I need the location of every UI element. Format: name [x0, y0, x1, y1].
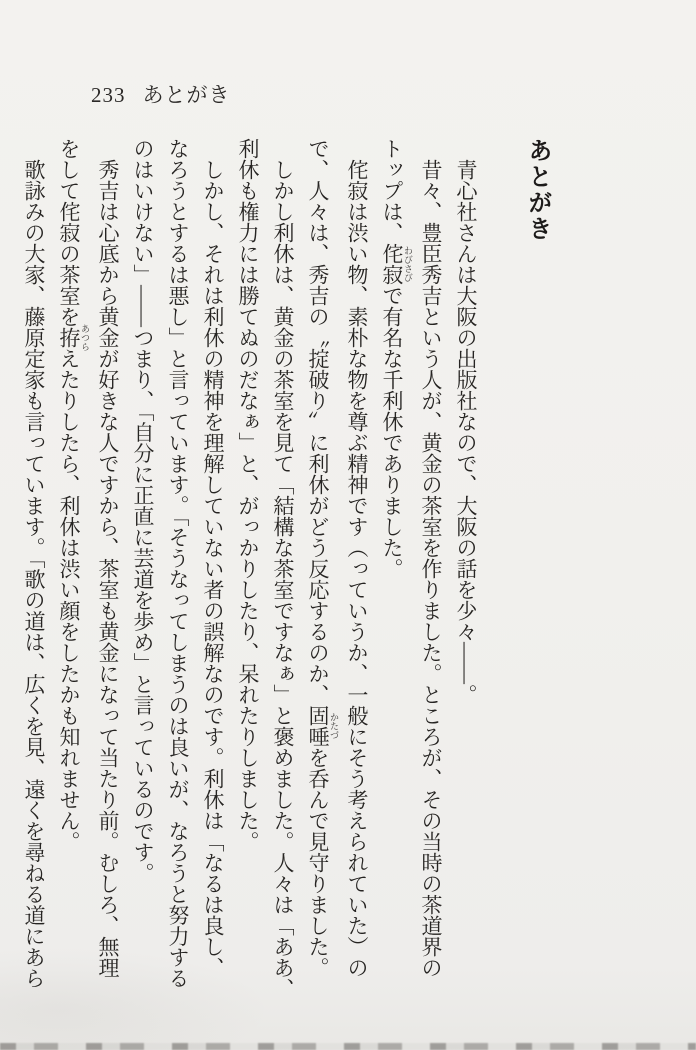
- text-line: しかし利休は、黄金の茶室を見て「結構な茶室ですなぁ」と褒めました。人々は「ああ、: [271, 138, 295, 999]
- text-line: 侘寂は渋い物、素朴な物を尊ぶ精神です（っていうか、一般にそう考えられていた）の: [345, 138, 369, 978]
- text-line: 青心社さんは大阪の出版社なので、大阪の話を少々――。: [454, 138, 478, 705]
- text-line: しかし、それは利休の精神を理解していない者の誤解なのです。利休は「なるは良し、: [201, 138, 225, 978]
- scan-edge-artifact: [0, 1043, 696, 1050]
- page-number: 233: [91, 83, 126, 107]
- text-line: 利休も権力には勝てぬのだなぁ」と、がっかりしたり、呆れたりしました。: [236, 138, 260, 852]
- vertical-text-block: [16, 138, 593, 1018]
- text-line: 歌詠みの大家、藤原定家も言っています。「歌の道は、広くを見、遠くを尋ねる道にあら: [22, 138, 46, 989]
- text-line: で、人々は、秀吉の〝掟破り〟に利休がどう反応するのか、固唾 かたづを呑んで見守りました。: [306, 138, 339, 978]
- text-line: のはいけない」――つまり、「自分に正直に芸道を歩め」と言っているのです。: [131, 138, 155, 884]
- ruby-annotation: 侘寂 わびさび: [380, 243, 413, 285]
- text-line: 秀吉は心底から黄金が好きな人ですから、茶室も黄金になって当たり前。むしろ、無理: [96, 138, 120, 978]
- text-line: トップは、侘寂 わびさびで有名な千利休でありました。: [380, 138, 413, 579]
- body-text: [16, 138, 483, 1018]
- running-header: [91, 79, 231, 109]
- text-line: なろうとするは悪し」と言っています。「そうなってしまうのは良いが、なろうと努力する: [166, 138, 190, 989]
- text-line: 昔々、豊臣秀吉という人が、黄金の茶室を作りました。ところが、その当時の茶道界の: [419, 138, 443, 978]
- text-line: をして侘寂の茶室を拵 あつらえたりしたら、利休は渋い顔をしたかも知れません。: [57, 138, 90, 852]
- afterword-title: あとがき: [524, 138, 551, 242]
- ruby-annotation: 拵 あつら: [57, 324, 90, 351]
- ruby-annotation: 固唾 かたづ: [306, 705, 339, 747]
- running-header-section: あとがき: [142, 83, 231, 107]
